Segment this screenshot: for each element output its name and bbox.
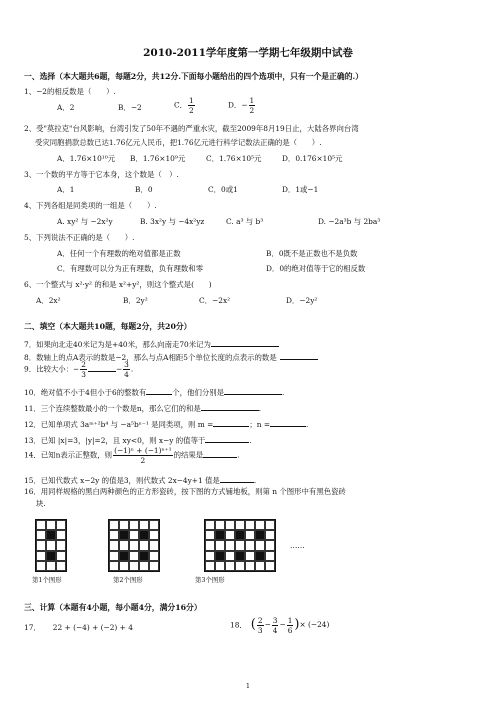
figure-3-caption: 第3个图形 (195, 576, 225, 584)
question-6-stem: 6、一个整式与 x²·y² 的和是 x²+y²，则这个整式是( ) (24, 280, 212, 289)
fraction: $\frac{1}{2}$ (189, 96, 194, 115)
q2-option-c: C．1.76×10⁵元 (206, 154, 262, 163)
question-2-stem: 2、受"莫拉克"台风影响，台湾引发了50年不遇的严重水灾，截至2009年8月19日止，大陆各界向台湾 (24, 124, 359, 133)
q4-option-b: B. 3x²y 与 −4x²yz (140, 217, 205, 226)
answer-blank[interactable] (201, 402, 259, 411)
fraction: $\frac{3}{4}$ (272, 616, 278, 635)
fraction: $\frac{1}{2}$ (249, 96, 255, 115)
answer-blank[interactable] (270, 418, 306, 427)
answer-blank[interactable] (203, 449, 237, 458)
tile-figure-1 (35, 519, 67, 572)
question-16-cont: 块. (36, 499, 46, 508)
question-12: 12．已知单项式 3aᵐ⁺²b⁴ 与 −a⁵bⁿ⁻¹ 是同类项，则 m = ；n = . (24, 420, 309, 429)
fraction: $\frac{2}{3}$ (257, 616, 263, 635)
question-16: 16．用同样规格的黑白两种颜色的正方形瓷砖，按下图的方式铺地板，则第 n 个图形中有黑色瓷砖 (24, 487, 346, 496)
q4-option-a: A. xy² 与 −2x²y (57, 217, 113, 226)
answer-blank[interactable] (224, 386, 282, 395)
question-11: 11．三个连续整数最小的一个数是n，那么它们的和是 . (24, 404, 262, 413)
fraction: $\frac{3}{4}$ (124, 360, 129, 379)
q1-option-b: B．−2 (118, 103, 142, 112)
question-1-stem: 1、−2的相反数是（ ）. (24, 87, 116, 96)
fraction: $\frac{1}{6}$ (287, 616, 293, 635)
question-9: 9．比较大小：− $\frac{2}{3}$ − $\frac{3}{4}$ . (24, 360, 134, 379)
question-15: 15．已知代数式 x−2y 的值是3，则代数式 2x−4y+1 值是 . (24, 476, 257, 485)
q5-option-d: D．0的绝对值等于它的相反数 (266, 264, 366, 273)
question-18: 18． ( $\frac{2}{3}$ − $\frac{3}{4}$ − $\frac{1}{6}$ )× (−24) (230, 616, 330, 635)
q6-option-a: A．2x² (36, 296, 61, 305)
answer-blank[interactable] (280, 351, 318, 360)
question-5-stem: 5、下列说法不正确的是（ ）. (24, 233, 135, 242)
q3-option-d: D．1或−1 (282, 185, 319, 194)
q3-option-a: A．1 (57, 185, 75, 194)
question-3-stem: 3、一个数的平方等于它本身，这个数是（ ）. (24, 170, 179, 179)
q6-option-c: C．−2x² (199, 296, 231, 305)
section-1-heading: 一、选择（本大题共6题，每题2分，共12分.下面每小题给出的四个选项中，只有一个是正确的.） (24, 72, 363, 81)
q6-option-b: B．2y² (123, 296, 148, 305)
page-title: 2010-2011学年度第一学期七年级期中试卷 (143, 47, 353, 59)
tile-figure-3 (204, 519, 276, 572)
q6-option-d: D．−2y² (286, 296, 318, 305)
q2-option-b: B．1.76×10⁹元 (130, 154, 186, 163)
figure-2-caption: 第2个图形 (113, 576, 143, 584)
q4-option-c: C. a³ 与 b³ (226, 217, 264, 226)
fraction: $\frac{2}{3}$ (81, 360, 86, 379)
q3-option-c: C．0或1 (208, 185, 238, 194)
answer-blank[interactable] (211, 338, 279, 347)
question-10: 10．绝对值不小于4但小于6的整数有 个，他们分别是 . (24, 388, 285, 397)
sequence-ellipsis: …… (290, 541, 305, 550)
q1-option-d: D．− $\frac{1}{2}$ (228, 96, 255, 115)
answer-blank[interactable] (205, 434, 249, 443)
q5-option-b: B．0既不是正数也不是负数 (266, 249, 358, 258)
section-3-heading: 三、计算（本题有4小题，每小题4分，满分16分） (24, 603, 202, 612)
q3-option-b: B．0 (135, 185, 153, 194)
question-8: 8．数轴上的点A表示的数是−2，那么与点A相距5个单位长度的点表示的数是 (24, 351, 318, 363)
answer-blank[interactable] (146, 386, 172, 395)
q5-option-c: C．有理数可以分为正有理数，负有理数和零 (57, 264, 204, 273)
q5-option-a: A．任何一个有理数的绝对值都是正数 (57, 249, 181, 258)
section-2-heading: 二、填空（本大题共10题，每题2分，共20分） (24, 322, 192, 331)
q2-option-d: D．0.176×10⁵元 (282, 154, 343, 163)
q1-option-a: A．2 (57, 103, 75, 112)
question-17: 17． 22 + (−4) + (−2) + 4 (24, 623, 133, 632)
q4-option-d: D. −2a³b 与 2ba³ (318, 217, 381, 226)
question-4-stem: 4、下列各组是同类项的一组是（ ）. (24, 201, 157, 210)
question-14: 14．已知n表示正整数，则 $\frac{\text{(−1)ⁿ + (−1)ⁿ⁺¹}}{2}$ 的结果是 . (24, 446, 240, 465)
question-13: 13．已知 |x|=3，|y|=2，且 xy<0，则 x−y 的值等于 . (24, 436, 252, 445)
page-number: 1 (245, 682, 251, 690)
question-7: 7．如果向北走40米记为是+40米，那么向南走70米记为 (24, 338, 279, 350)
answer-blank[interactable] (220, 474, 254, 483)
answer-blank[interactable] (88, 363, 116, 372)
tile-figure-2 (108, 519, 160, 572)
q1-option-c: C． $\frac{1}{2}$ (174, 96, 194, 115)
answer-blank[interactable] (213, 418, 249, 427)
question-2-stem-cont: 受灾同胞捐款总数已达1.76亿元人民币，把1.76亿元进行科学记数法正确的是（ ）. (35, 138, 322, 147)
q2-option-a: A．1.76×10¹⁰元 (57, 154, 116, 163)
figure-1-caption: 第1个图形 (32, 576, 62, 584)
fraction: $\frac{\text{(−1)ⁿ + (−1)ⁿ⁺¹}}{2}$ (114, 446, 172, 465)
